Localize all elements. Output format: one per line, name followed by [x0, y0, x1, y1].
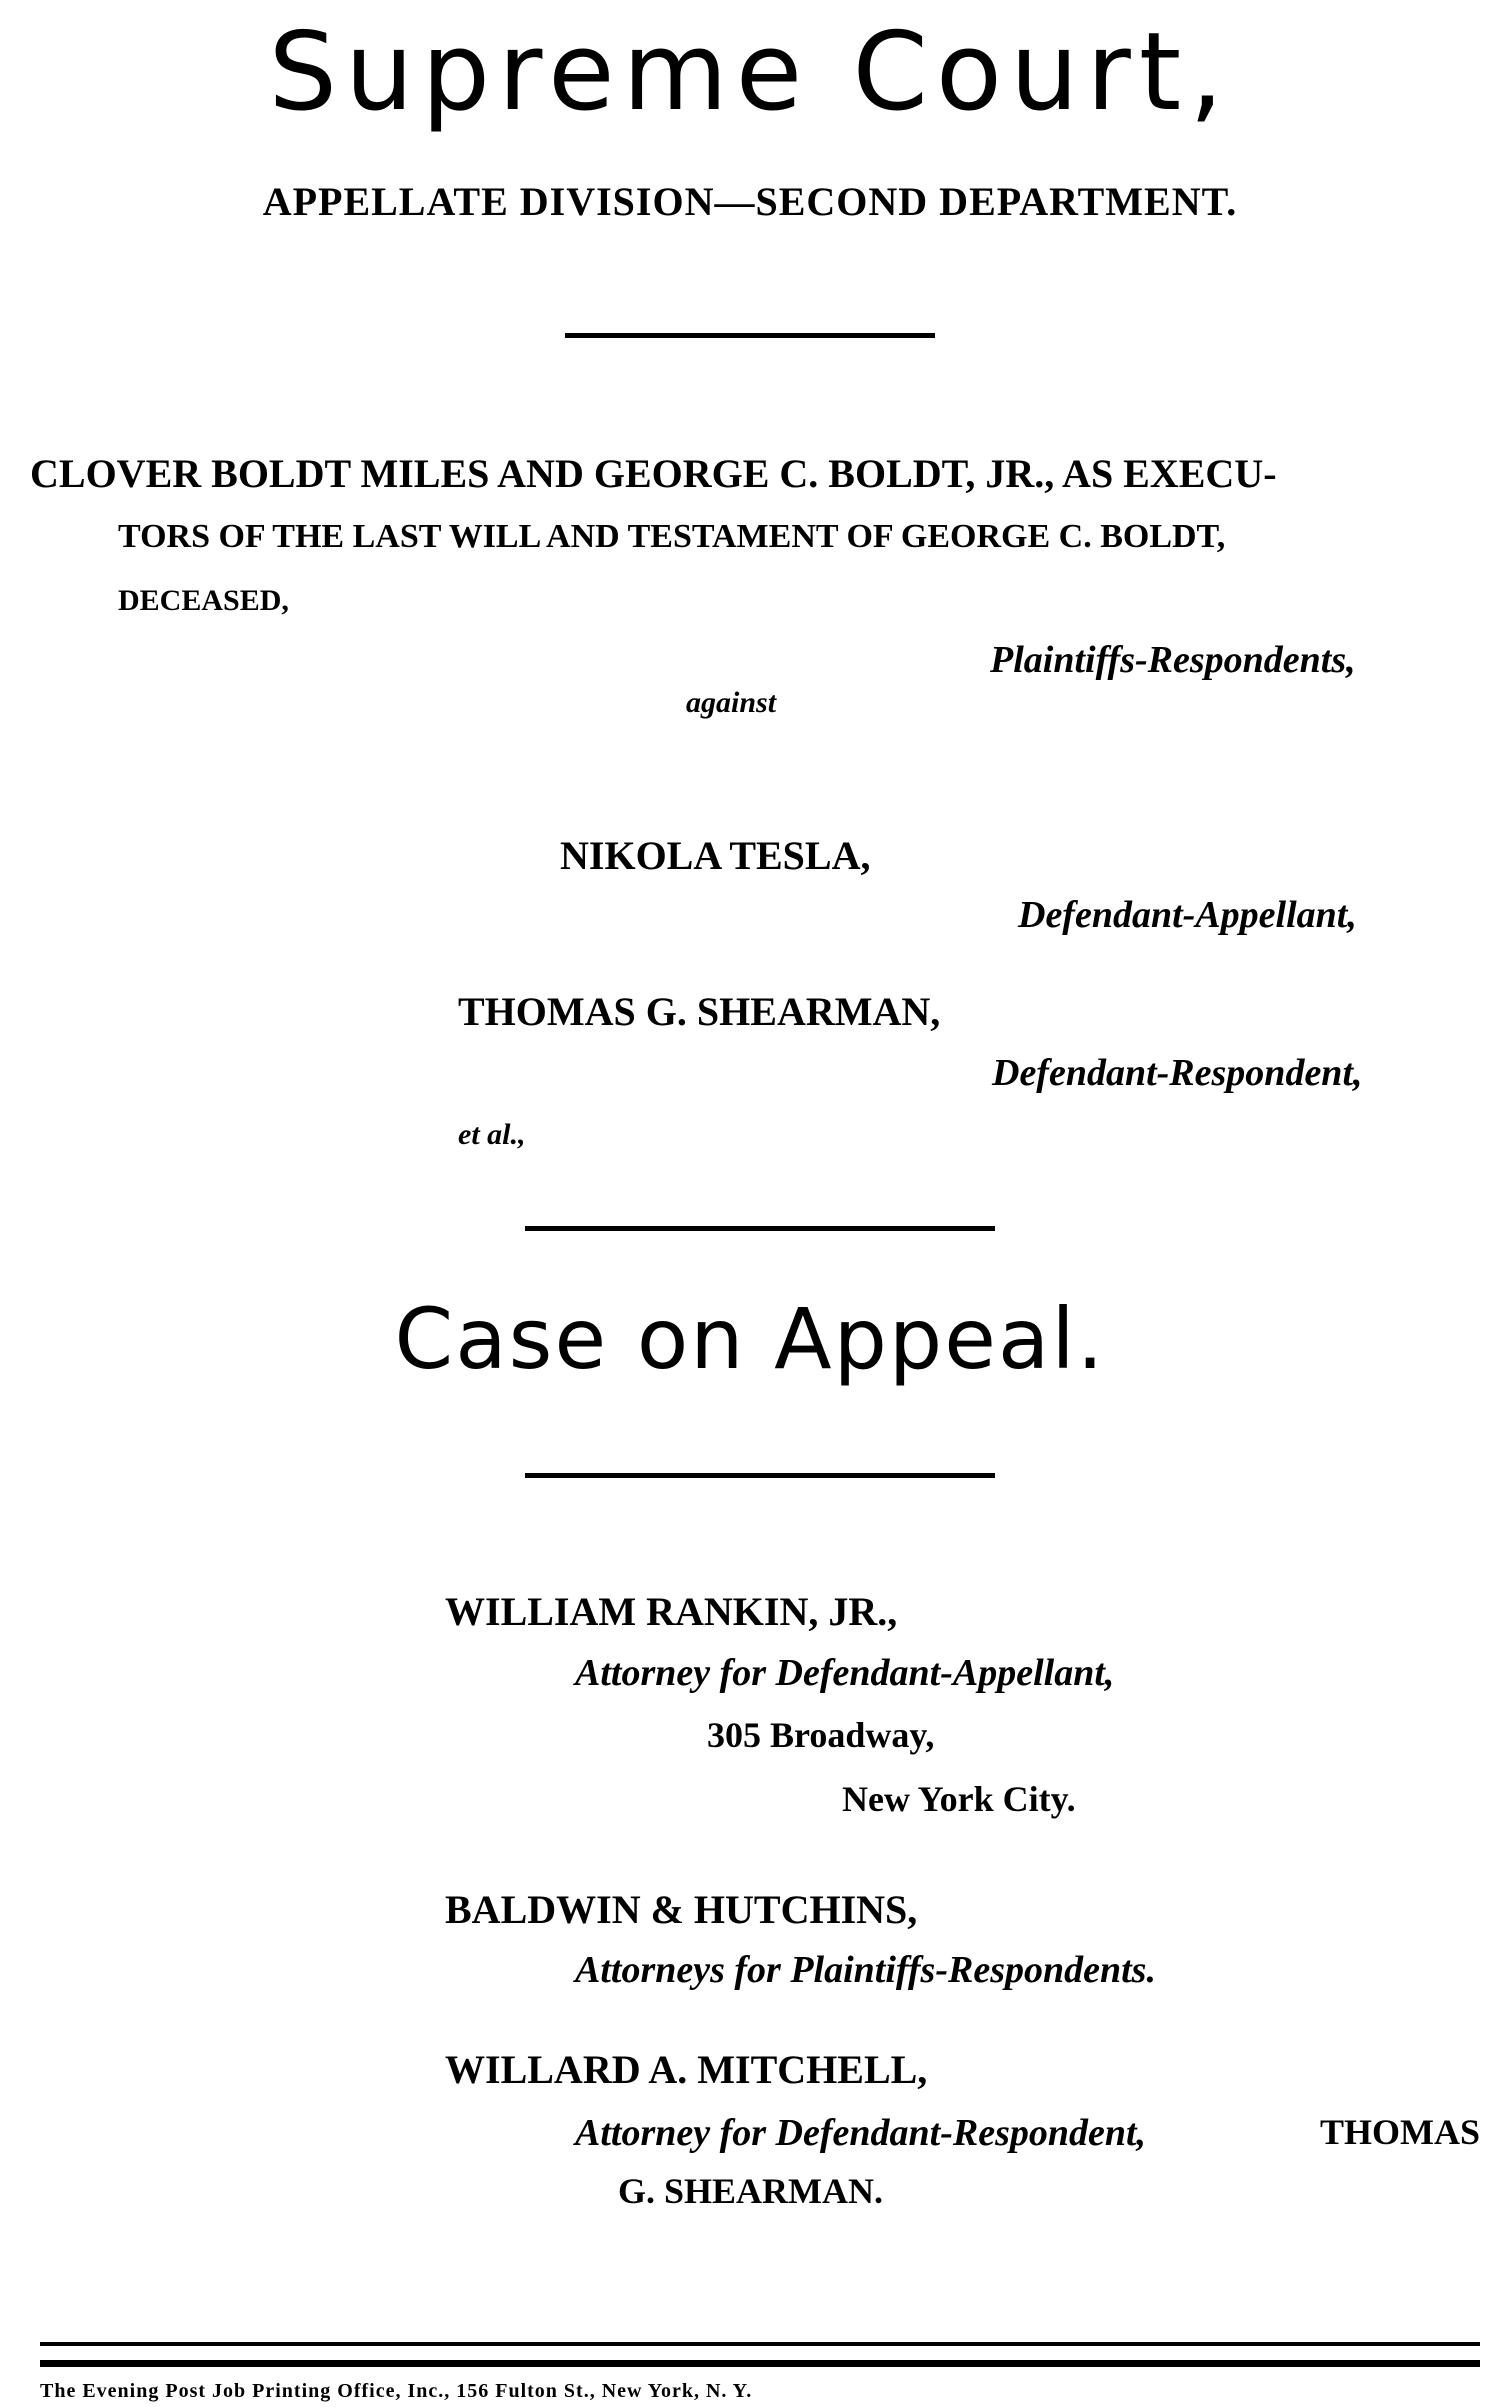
- defendant-2-role: Defendant-Respondent,: [992, 1052, 1363, 1094]
- versus-label: against: [686, 686, 777, 719]
- et-al-label: et al.,: [458, 1118, 526, 1151]
- case-title: Case on Appeal.: [394, 1290, 1106, 1388]
- attorney-2-name: BALDWIN & HUTCHINS,: [445, 1887, 918, 1932]
- attorney-2-role: Attorneys for Plaintiffs-Respondents.: [575, 1949, 1156, 1991]
- attorney-1-address-street: 305 Broadway,: [707, 1715, 935, 1755]
- attorney-3-client-line-2: G. SHEARMAN.: [618, 2171, 884, 2211]
- division-subtitle: APPELLATE DIVISION—SECOND DEPARTMENT.: [262, 179, 1238, 224]
- footer-rule-top: [40, 2342, 1480, 2346]
- footer-rule-bottom: [40, 2360, 1480, 2367]
- plaintiffs-line-2: TORS OF THE LAST WILL AND TESTAMENT OF GEORGE C. BOLDT,: [118, 518, 1226, 555]
- plaintiffs-line-3: DECEASED,: [118, 584, 289, 617]
- defendant-1-role: Defendant-Appellant,: [1018, 894, 1357, 936]
- plaintiffs-role: Plaintiffs-Respondents,: [990, 639, 1356, 681]
- printer-imprint: The Evening Post Job Printing Office, Inc., 156 Fulton St., New York, N. Y.: [40, 2380, 753, 2402]
- attorney-1-address-city: New York City.: [842, 1779, 1076, 1819]
- divider-top: [565, 333, 935, 338]
- attorney-3-name: WILLARD A. MITCHELL,: [445, 2047, 928, 2092]
- divider-lower: [525, 1473, 995, 1478]
- attorney-3-role: Attorney for Defendant-Respondent,: [575, 2112, 1147, 2154]
- divider-middle: [525, 1226, 995, 1231]
- attorney-3-client-line-1: THOMAS: [1320, 2112, 1481, 2152]
- attorney-1-name: WILLIAM RANKIN, JR.,: [445, 1589, 898, 1634]
- defendant-1-name: NIKOLA TESLA,: [560, 833, 871, 878]
- defendant-2-name: THOMAS G. SHEARMAN,: [458, 989, 941, 1034]
- plaintiffs-line-1: CLOVER BOLDT MILES AND GEORGE C. BOLDT, JR., AS EXECU-: [30, 451, 1277, 496]
- court-title: Supreme Court,: [268, 10, 1232, 135]
- attorney-1-role: Attorney for Defendant-Appellant,: [575, 1652, 1115, 1694]
